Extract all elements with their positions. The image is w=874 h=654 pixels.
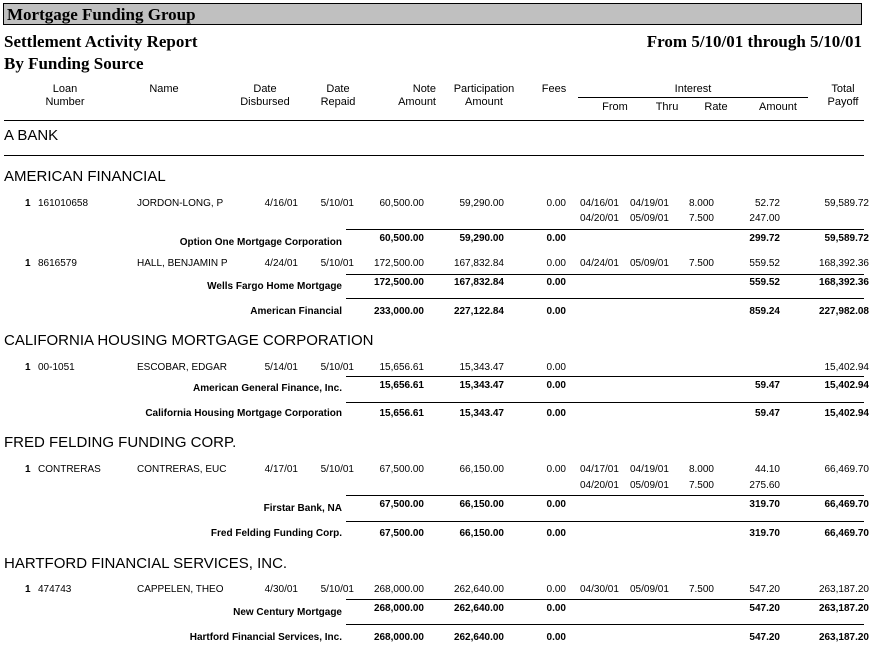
interest-rate: 7.500	[688, 480, 714, 491]
title-bar	[3, 3, 862, 25]
subtotal-fees: 0.00	[546, 499, 566, 510]
subtotal-interest: 547.20	[749, 603, 780, 614]
date-disbursed: 4/17/01	[264, 464, 298, 475]
date-disbursed: 4/24/01	[264, 258, 298, 269]
note-amount: 15,656.61	[379, 362, 424, 373]
col-loan-number: Loan Number	[45, 83, 85, 108]
participation-amount: 167,832.84	[453, 258, 504, 269]
subtotal-participation: 167,832.84	[453, 277, 504, 288]
subtotal-participation: 66,150.00	[459, 528, 504, 539]
borrower-name: ESCOBAR, EDGAR	[137, 362, 228, 373]
note-amount: 268,000.00	[373, 584, 424, 595]
col-fees: Fees	[541, 83, 567, 95]
subtotal-participation: 227,122.84	[453, 306, 504, 317]
subtotal-interest: 299.72	[749, 233, 780, 244]
borrower-name: JORDON-LONG, P	[137, 198, 224, 209]
subtotal-label: Hartford Financial Services, Inc.	[189, 632, 342, 643]
subtotal-rule	[346, 376, 864, 377]
subtotal-note: 60,500.00	[379, 233, 424, 244]
report-subtitle: By Funding Source	[4, 54, 144, 73]
subtotal-label: Option One Mortgage Corporation	[179, 237, 342, 248]
interest-amount: 559.52	[749, 258, 780, 269]
subtotal-note: 15,656.61	[379, 380, 424, 391]
subtotal-note: 268,000.00	[373, 603, 424, 614]
total-payoff: 168,392.36	[818, 258, 869, 269]
interest-from: 04/16/01	[580, 198, 619, 209]
subtotal-fees: 0.00	[546, 277, 566, 288]
fees: 0.00	[546, 258, 566, 269]
date-disbursed: 5/14/01	[264, 362, 298, 373]
loan-number: CONTRERAS	[38, 464, 101, 475]
interest-thru: 04/19/01	[630, 464, 669, 475]
subtotal-payoff: 227,982.08	[818, 306, 869, 317]
fees: 0.00	[546, 584, 566, 595]
fees: 0.00	[546, 362, 566, 373]
col-note-amount: Note Amount	[398, 83, 436, 108]
subtotal-note: 15,656.61	[379, 408, 424, 419]
subtotal-payoff: 66,469.70	[824, 528, 869, 539]
subtotal-participation: 15,343.47	[459, 380, 504, 391]
interest-thru: 05/09/01	[630, 584, 669, 595]
interest-rate: 7.500	[688, 213, 714, 224]
subtotal-label: American General Finance, Inc.	[193, 383, 342, 394]
participation-amount: 15,343.47	[459, 362, 504, 373]
subtotal-payoff: 263,187.20	[818, 603, 869, 614]
interest-thru: 05/09/01	[630, 258, 669, 269]
section-divider	[4, 155, 864, 156]
interest-from: 04/20/01	[580, 480, 619, 491]
col-rate: Rate	[704, 101, 728, 113]
date-repaid: 5/10/01	[320, 584, 354, 595]
subtotal-label: Fred Felding Funding Corp.	[210, 528, 342, 539]
subtotal-fees: 0.00	[546, 408, 566, 419]
interest-thru: 05/09/01	[630, 480, 669, 491]
col-date-repaid: Date Repaid	[320, 83, 356, 108]
col-from: From	[602, 101, 628, 113]
subtotal-interest: 319.70	[749, 528, 780, 539]
subtotal-rule	[346, 495, 864, 496]
interest-rate: 7.500	[688, 584, 714, 595]
section-header: AMERICAN FINANCIAL	[4, 168, 166, 185]
subtotal-participation: 59,290.00	[459, 233, 504, 244]
section-header: A BANK	[4, 127, 59, 144]
subtotal-interest: 859.24	[749, 306, 780, 317]
loan-number: 161010658	[38, 198, 89, 209]
subtotal-payoff: 15,402.94	[824, 380, 869, 391]
subtotal-rule	[346, 624, 864, 625]
borrower-name: CAPPELEN, THEO	[137, 584, 224, 595]
col-amount: Amount	[759, 101, 797, 113]
subtotal-note: 67,500.00	[379, 528, 424, 539]
subtotal-label: Wells Fargo Home Mortgage	[207, 281, 342, 292]
interest-from: 04/24/01	[580, 258, 619, 269]
subtotal-label: California Housing Mortgage Corporation	[145, 408, 342, 419]
subtotal-note: 67,500.00	[379, 499, 424, 510]
interest-from: 04/17/01	[580, 464, 619, 475]
participation-amount: 262,640.00	[453, 584, 504, 595]
subtotal-payoff: 66,469.70	[824, 499, 869, 510]
subtotal-interest: 59.47	[754, 380, 780, 391]
subtotal-label: American Financial	[250, 306, 342, 317]
interest-from: 04/30/01	[580, 584, 619, 595]
interest-amount: 247.00	[749, 213, 780, 224]
interest-amount: 275.60	[749, 480, 780, 491]
interest-rate: 7.500	[688, 258, 714, 269]
subtotal-rule	[346, 274, 864, 275]
subtotal-fees: 0.00	[546, 306, 566, 317]
subtotal-interest: 59.47	[754, 408, 780, 419]
subtotal-rule	[346, 229, 864, 230]
total-payoff: 15,402.94	[824, 362, 869, 373]
subtotal-fees: 0.00	[546, 528, 566, 539]
borrower-name: CONTRERAS, EUC	[137, 464, 227, 475]
interest-amount: 52.72	[754, 198, 780, 209]
date-disbursed: 4/30/01	[264, 584, 298, 595]
interest-rate: 8.000	[688, 198, 714, 209]
subtotal-fees: 0.00	[546, 603, 566, 614]
subtotal-fees: 0.00	[546, 233, 566, 244]
note-amount: 172,500.00	[373, 258, 424, 269]
subtotal-participation: 262,640.00	[453, 632, 504, 643]
date-repaid: 5/10/01	[320, 464, 354, 475]
subtotal-participation: 15,343.47	[459, 408, 504, 419]
subtotal-rule	[346, 599, 864, 600]
section-header: FRED FELDING FUNDING CORP.	[4, 434, 237, 451]
col-total-payoff: Total Payoff	[827, 83, 859, 108]
header-rule	[4, 120, 864, 121]
subtotal-participation: 66,150.00	[459, 499, 504, 510]
interest-thru: 04/19/01	[630, 198, 669, 209]
subtotal-rule	[346, 521, 864, 522]
total-payoff: 59,589.72	[824, 198, 869, 209]
interest-rate: 8.000	[688, 464, 714, 475]
section-header: CALIFORNIA HOUSING MORTGAGE CORPORATION	[4, 332, 374, 349]
total-payoff: 66,469.70	[824, 464, 869, 475]
interest-thru: 05/09/01	[630, 213, 669, 224]
participation-amount: 59,290.00	[459, 198, 504, 209]
subtotal-label: New Century Mortgage	[233, 607, 342, 618]
subtotal-rule	[346, 402, 864, 403]
section-header: HARTFORD FINANCIAL SERVICES, INC.	[4, 555, 288, 572]
loan-count: 1	[25, 258, 31, 269]
interest-amount: 44.10	[754, 464, 780, 475]
report-date-range: From 5/10/01 through 5/10/01	[646, 32, 862, 51]
report-title: Settlement Activity Report	[4, 32, 198, 51]
borrower-name: HALL, BENJAMIN P	[137, 258, 228, 269]
subtotal-note: 268,000.00	[373, 632, 424, 643]
date-disbursed: 4/16/01	[264, 198, 298, 209]
subtotal-interest: 559.52	[749, 277, 780, 288]
interest-header-rule	[578, 97, 808, 98]
fees: 0.00	[546, 198, 566, 209]
loan-number: 8616579	[38, 258, 77, 269]
loan-number: 474743	[38, 584, 72, 595]
col-participation-amount: Participation Amount	[453, 83, 515, 108]
loan-count: 1	[25, 198, 31, 209]
col-name: Name	[149, 83, 179, 95]
subtotal-fees: 0.00	[546, 632, 566, 643]
note-amount: 60,500.00	[379, 198, 424, 209]
subtotal-payoff: 263,187.20	[818, 632, 869, 643]
col-interest: Interest	[674, 83, 712, 95]
loan-number: 00-1051	[38, 362, 75, 373]
subtotal-note: 233,000.00	[373, 306, 424, 317]
subtotal-payoff: 59,589.72	[824, 233, 869, 244]
subtotal-participation: 262,640.00	[453, 603, 504, 614]
subtotal-fees: 0.00	[546, 380, 566, 391]
date-repaid: 5/10/01	[320, 258, 354, 269]
fees: 0.00	[546, 464, 566, 475]
loan-count: 1	[25, 362, 31, 373]
note-amount: 67,500.00	[379, 464, 424, 475]
subtotal-rule	[346, 298, 864, 299]
subtotal-payoff: 15,402.94	[824, 408, 869, 419]
subtotal-interest: 319.70	[749, 499, 780, 510]
subtotal-payoff: 168,392.36	[818, 277, 869, 288]
date-repaid: 5/10/01	[320, 198, 354, 209]
company-title: Mortgage Funding Group	[7, 5, 196, 24]
interest-amount: 547.20	[749, 584, 780, 595]
col-date-disbursed: Date Disbursed	[240, 83, 290, 108]
total-payoff: 263,187.20	[818, 584, 869, 595]
loan-count: 1	[25, 584, 31, 595]
interest-from: 04/20/01	[580, 213, 619, 224]
subtotal-label: Firstar Bank, NA	[263, 503, 342, 514]
participation-amount: 66,150.00	[459, 464, 504, 475]
loan-count: 1	[25, 464, 31, 475]
subtotal-note: 172,500.00	[373, 277, 424, 288]
date-repaid: 5/10/01	[320, 362, 354, 373]
subtotal-interest: 547.20	[749, 632, 780, 643]
col-thru: Thru	[655, 101, 679, 113]
